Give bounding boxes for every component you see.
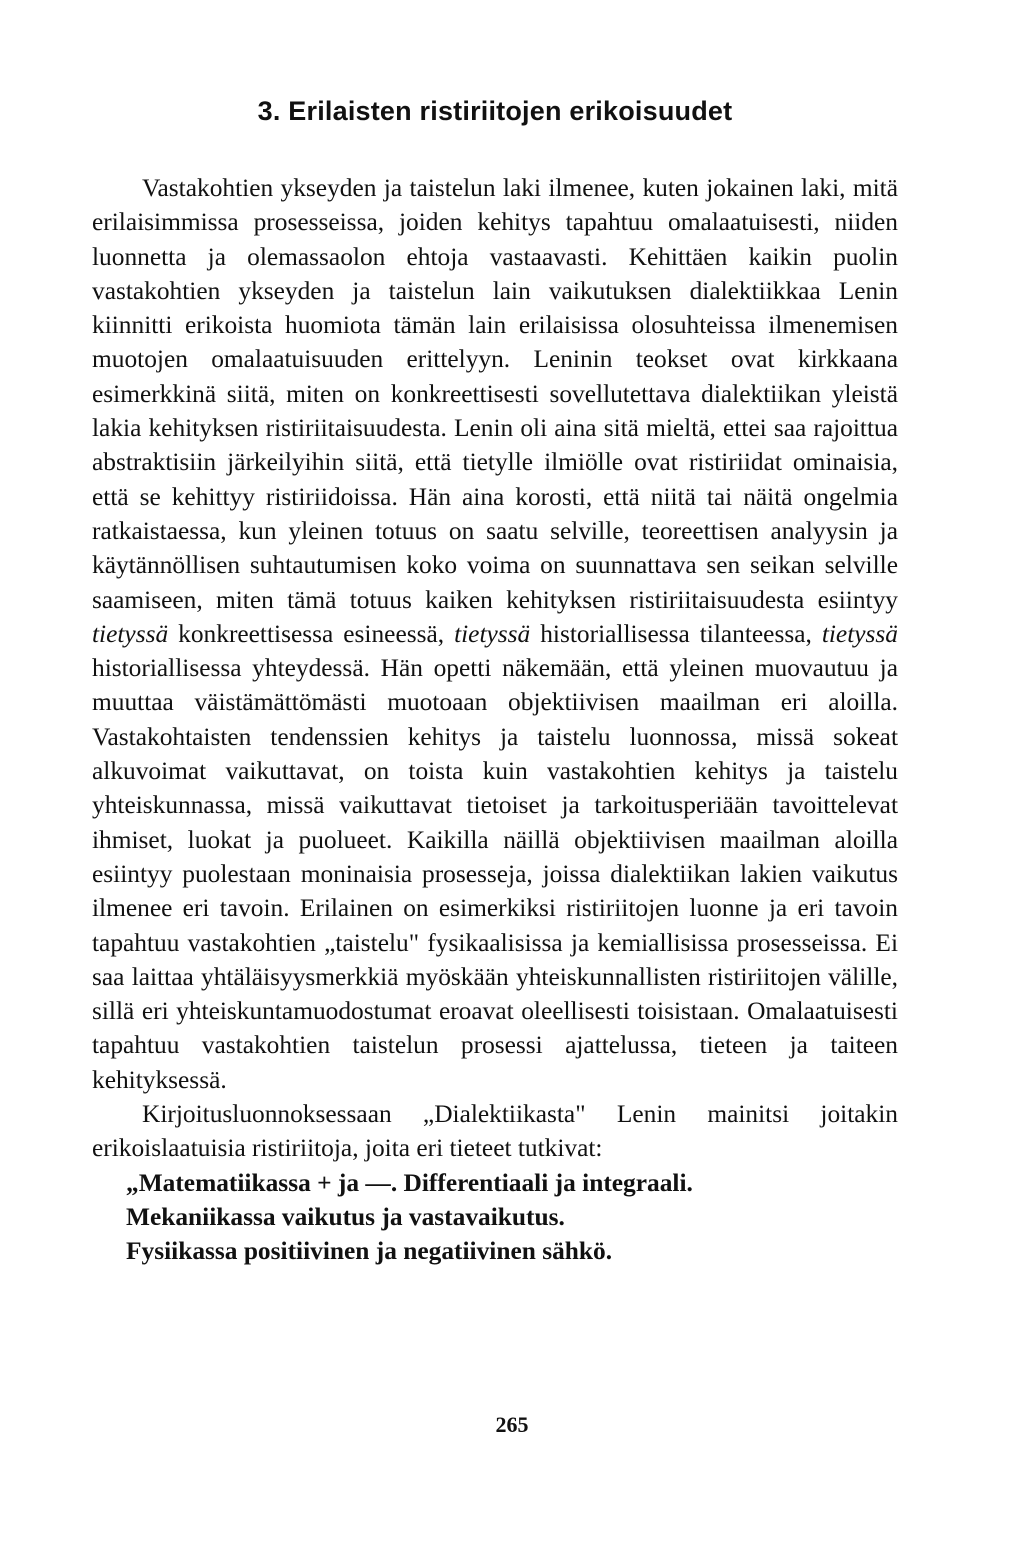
- quote-line-physics: Fysiikassa positiivinen ja negatiivinen sähkö.: [126, 1237, 613, 1266]
- quote-line-mechanics: Mekaniikassa vaikutus ja vastavaikutus.: [126, 1202, 565, 1231]
- paragraph-1-text-d: historiallisessa yhteydessä. Hän opetti näkemään, että yleinen muovautuu ja muuttaa väistämättömästi muotoaan objektiivisen maailman eri aloilla. Vastakohtaisten tendenssien kehitys ja taistelu luonnossa, missä sokeat alkuvoimat vaikuttavat, on toista kuin vastakohtien kehitys ja taistelu yhteiskunnassa, missä vaikuttavat tietoiset ja tarkoitusperiään tavoittelevat ihmiset, luokat ja puolueet. Kaikilla näillä objektiivisen maailman aloilla esiintyy puolestaan moninaisia prosesseja, joissa dialektiikan lakien vaikutus ilmenee eri tavoin. Erilainen on esimerkiksi ristiriitojen luonne ja eri tavoin tapahtuu vastakohtien „taistelu" fysikaalisissa ja kemiallisissa prosesseissa. Ei saa laittaa yhtäläisyysmerkkiä myöskään yhteiskunnallisten ristiriitojen välille, sillä eri yhteiskuntamuodostumat eroavat oleellisesti toisistaan. Omalaatuisesti tapahtuu vastakohtien taistelun prosessi ajattelussa, tieteen ja taiteen kehityksessä.: [92, 654, 898, 1094]
- paragraph-2: Kirjoitusluonnoksessaan „Dialektiikasta" Lenin mainitsi joitakin erikoislaatuisia ristiriitoja, joita eri tieteet tutkivat:: [92, 1100, 898, 1163]
- emphasis-tietyssa-1: tietyssä: [92, 619, 169, 648]
- page-body: [92, 96, 898, 1269]
- quote-line-mathematics: „Matematiikassa + ja —. Differentiaali ja integraali.: [126, 1168, 693, 1197]
- section-heading: 3. Erilaisten ristiriitojen erikoisuudet: [257, 96, 733, 126]
- paragraph-1-text-a: Vastakohtien ykseyden ja taistelun laki ilmenee, kuten jokainen laki, mitä erilaisimmissa prosesseissa, joiden kehitys tapahtuu omalaatuisesti, niiden luonnetta ja olemassaolon ehtoja vastaavasti. Kehittäen kaikin puolin vastakohtien ykseyden ja taistelun lain vaikutuksen dialektiikkaa Lenin kiinnitti erikoista huomiota tämän lain erilaisissa olosuhteissa ilmenemisen muotojen omalaatuisuuden erittelyyn. Leninin teokset ovat kirkkaana esimerkkinä siitä, miten on konkreettisesti sovellutettava dialektiikan yleistä lakia kehityksen ristiriitaisuudesta. Lenin oli aina sitä mieltä, ettei saa rajoittua abstraktisiin järkeilyihin siitä, että tietylle ilmiölle ovat ristiriidat ominaisia, että se kehittyy ristiriidoissa. Hän aina korosti, että niitä tai näitä ongelmia ratkaistaessa, kun yleinen totuus on saatu selville, teoreettisen analyysin ja käytännöllisen suhtautumisen koko voima on suunnattava sen seikan selville saamiseen, miten tämä totuus kaiken kehityksen ristiriitaisuudesta esiintyy: [92, 174, 898, 614]
- paragraph-1-text-c: historiallisessa tilanteessa,: [530, 619, 822, 648]
- paragraph-1: [92, 171, 898, 1097]
- page-number: 265: [495, 1412, 529, 1437]
- emphasis-tietyssa-2: tietyssä: [454, 619, 531, 648]
- quote-list: [92, 1166, 898, 1269]
- paragraph-1-text-b: konkreettisessa esineessä,: [168, 619, 455, 648]
- emphasis-tietyssa-3: tietyssä: [821, 619, 898, 648]
